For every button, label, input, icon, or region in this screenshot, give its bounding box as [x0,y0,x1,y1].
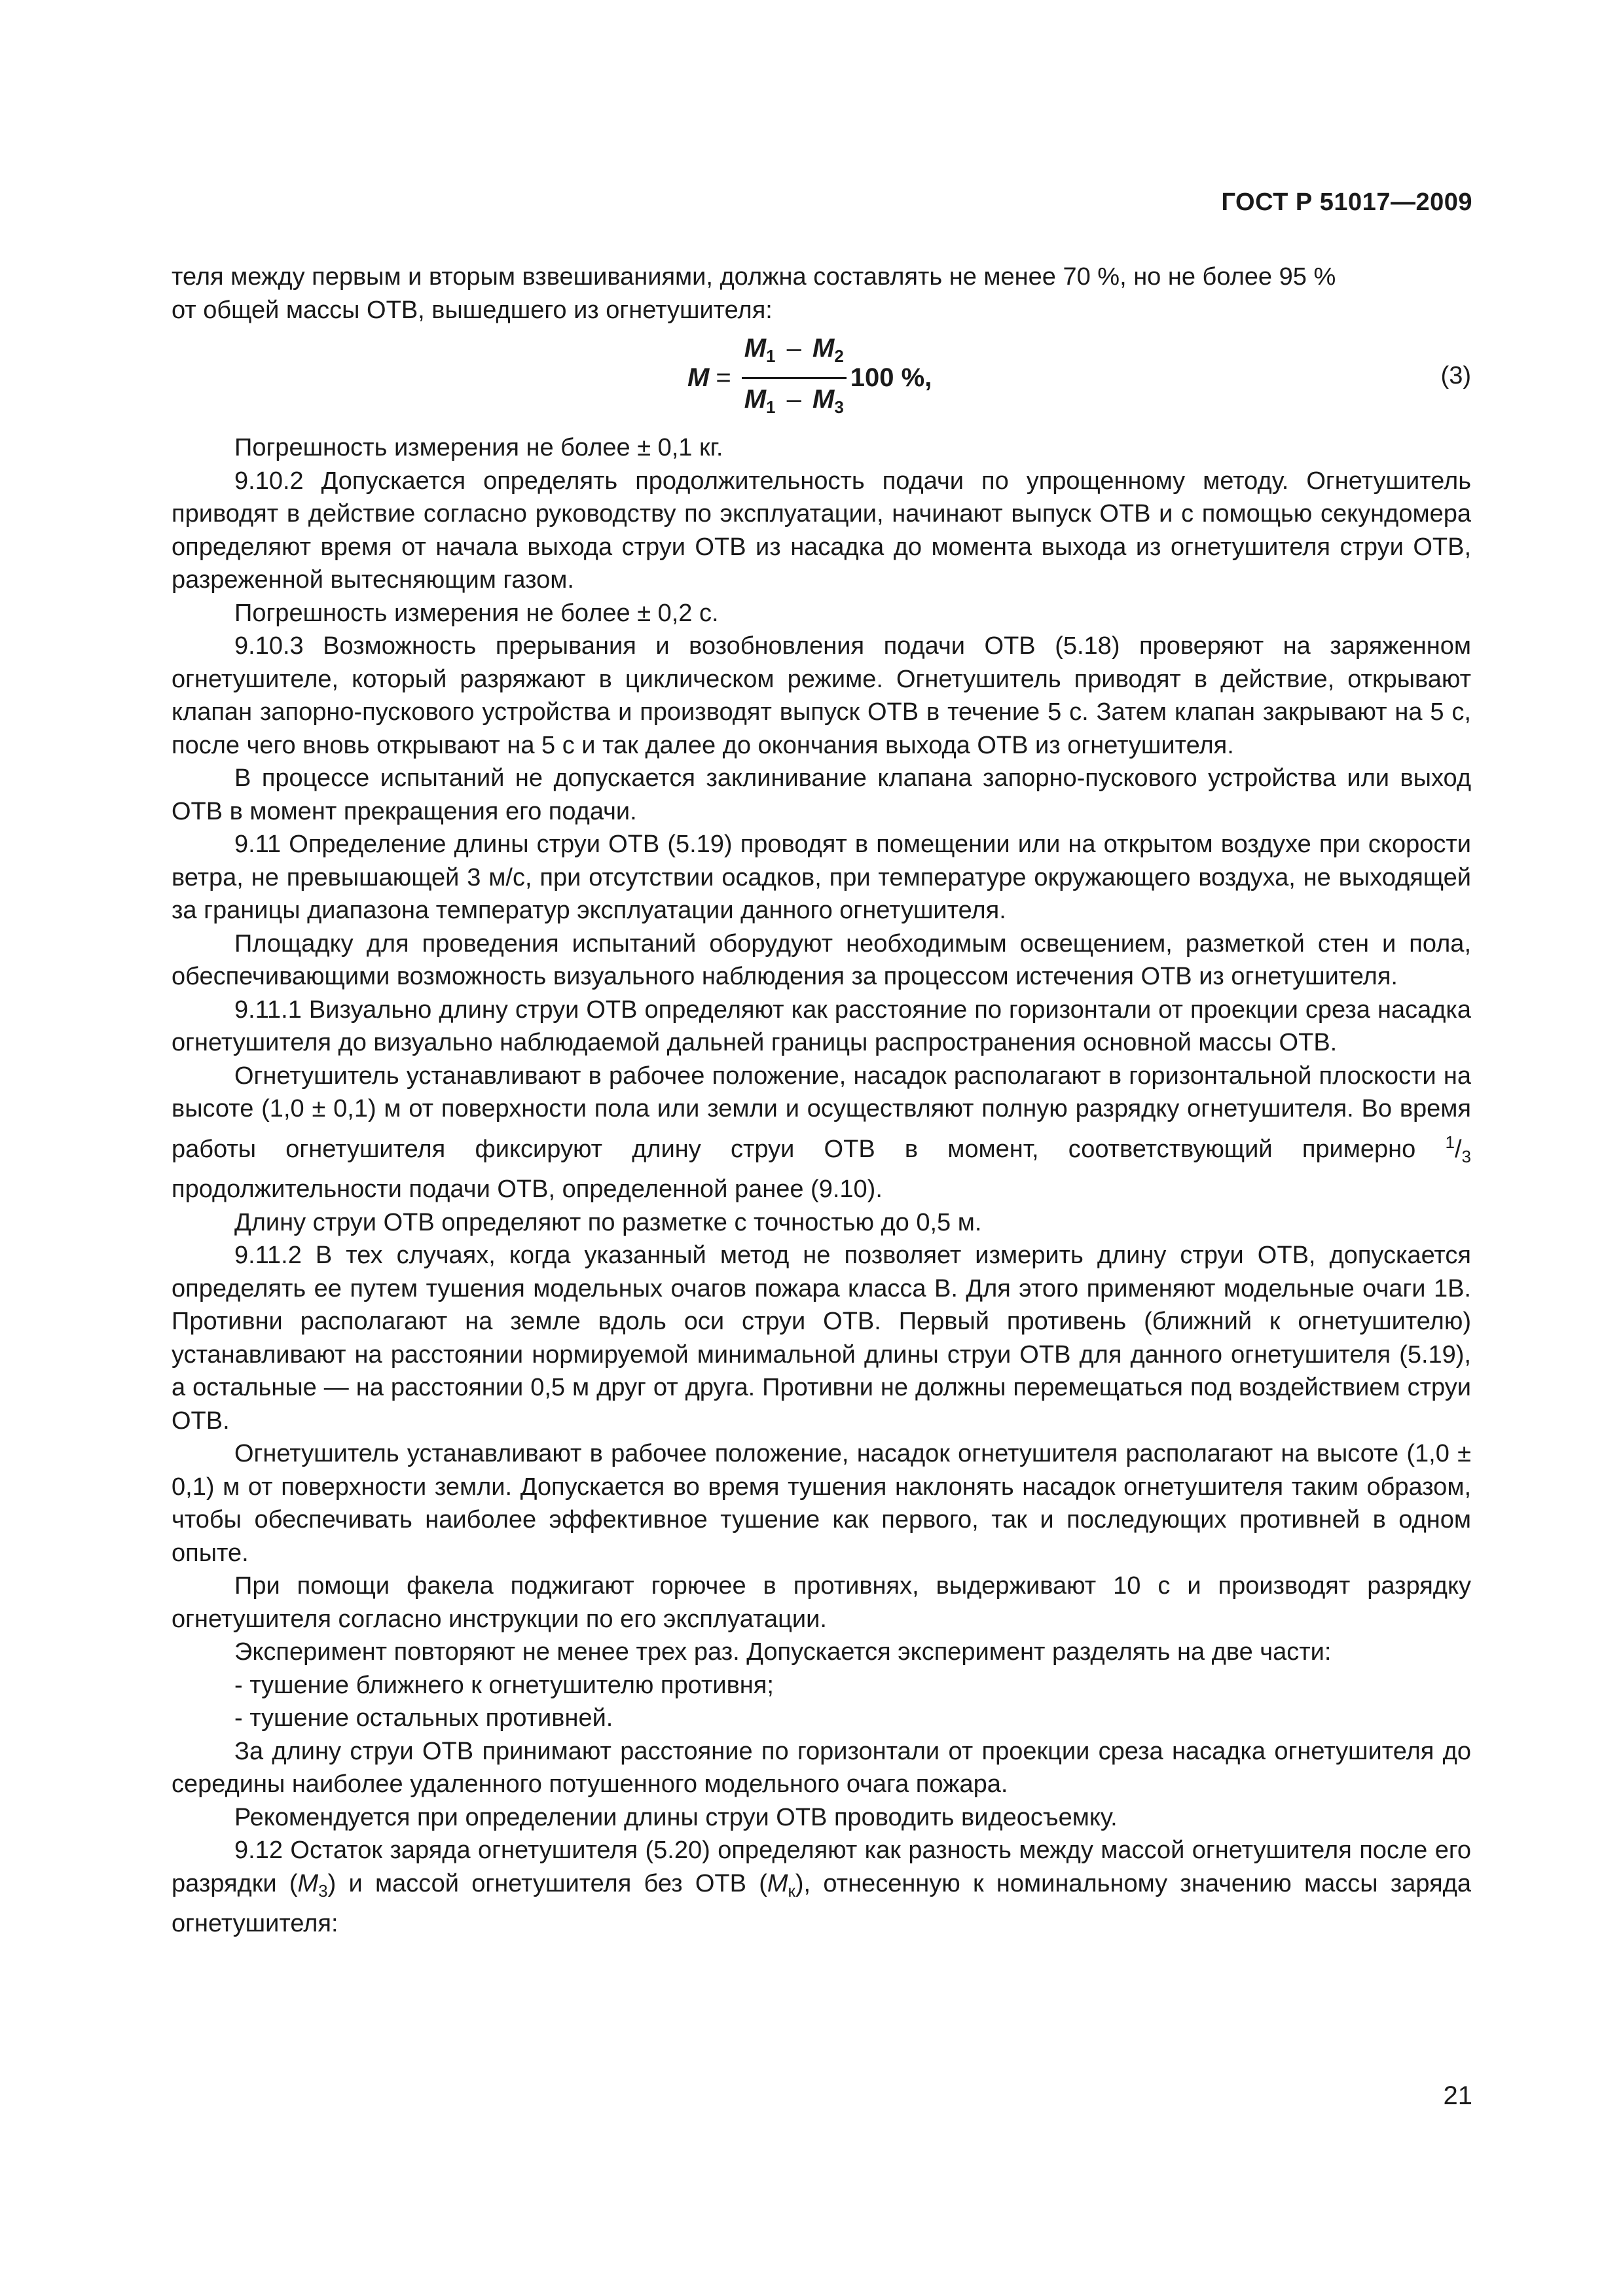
formula-equals: = [716,363,731,392]
page-number: 21 [1443,2081,1472,2110]
document-body [172,260,1471,1941]
denominator-minus: – [786,384,801,414]
formula-block [172,327,1471,431]
denominator-var-a: M [744,384,767,414]
paragraph: Рекомендуется при определении длины струи ОТВ проводить видеосъемку. [234,1803,1118,1831]
paragraph: Площадку для проведения испытаний оборудуют необходимым освещением, разметкой стен и пола, обеспечивающими возможность визуального наблюдения за процессом истечения ОТВ из огнетушителя. [172,929,1471,990]
para-9-12-part-3: ), отнесенную к номинальному значению массы заряда огнетушителя: [172,1869,1471,1937]
paragraph: За длину струи ОТВ принимают расстояние по горизонтали от проекции среза насадка огнетушителя до середины наиболее удаленного потушенного модельного очага пожара. [172,1737,1471,1798]
numerator-sub-a: 1 [766,346,776,366]
intro-line-1: теля между первым и вторым взвешиваниями, должна составлять не менее 70 %, но не более 95 % [172,263,1336,291]
paragraph: При помощи факела поджигают горючее в противнях, выдерживают 10 с и производят разрядку огнетушителя согласно инструкции по его эксплуатации. [172,1572,1471,1633]
paragraph: 9.11 Определение длины струи ОТВ (5.19) проводят в помещении или на открытом воздухе при скорости ветра, не превышающей 3 м/с, при отсутствии осадков, при температуре окружающего воздуха, не выходящей за границы диапазона температур эксплуатации данного огнетушителя. [172,831,1471,924]
paragraph: 9.10.2 Допускается определять продолжительность подачи по упрощенному методу. Огнетушитель приводят в действие согласно руководству по эксплуатации, начинают выпуск ОТВ и с помощью секундомера определяют время от начала выхода струи ОТВ из насадка до момента выхода из огнетушителя струи ОТВ, разреженной вытесняющим газом. [172,467,1471,594]
formula-factor: 100 %, [850,363,932,392]
symbol-mk-sub: к [788,1880,795,1901]
denominator-var-b: M [812,384,835,414]
symbol-m3: M [297,1869,319,1897]
paragraph: 9.11.1 Визуально длину струи ОТВ определяют как расстояние по горизонтали от проекции среза насадка огнетушителя до визуально наблюдаемой дальней границы распространения основной массы ОТВ. [172,996,1471,1056]
document-code: ГОСТ Р 51017—2009 [1221,188,1472,216]
formula-denominator [742,379,847,424]
numerator-var-b: M [812,334,835,363]
paragraph: 9.11.2 В тех случаях, когда указанный метод не позволяет измерить длину струи ОТВ, допускается определять ее путем тушения модельных очагов пожара класса В. Для этого применяют модельные очаги 1В. Противни располагают на земле вдоль оси струи ОТВ. Первый противень (ближний к огнетушителю) устанавливают на расстоянии нормируемой минимальной длины струи ОТВ для данного огнетушителя (5.19), а остальные — на расстоянии 0,5 м друг от друга. Противни не должны перемещаться под воздействием струи ОТВ. [172,1242,1471,1435]
paragraph-9-12 [172,1834,1471,1941]
symbol-mk: M [767,1869,788,1897]
formula-fraction [742,332,847,423]
intro-line-2: от общей массы ОТВ, вышедшего из огнетушителя: [172,296,773,324]
equation-number: (3) [1440,362,1471,389]
numerator-sub-b: 2 [834,346,844,366]
para-9-12-part-2: ) и массой огнетушителя без ОТВ ( [327,1869,767,1897]
paragraph: Эксперимент повторяют не менее трех раз. Допускается эксперимент разделять на две части: [234,1638,1332,1666]
fraction-numerator: 1 [1445,1132,1455,1152]
fraction-paragraph-text-before: Огнетушитель устанавливают в рабочее положение, насадок располагают в горизонтальной плоскости на высоте (1,0 ± 0,1) м от поверхности пола или земли и осуществляют полную разрядку огнетушителя. Во время работы огнетушителя фиксируют длину струи ОТВ в момент, соответствующий примерно [172,1062,1471,1163]
denominator-sub-b: 3 [834,397,844,417]
list-item: - тушение ближнего к огнетушителю противня; [234,1671,774,1699]
fraction-slash: / [1454,1135,1462,1163]
paragraph: Погрешность измерения не более ± 0,2 с. [234,599,719,627]
denominator-sub-a: 1 [766,397,776,417]
formula-3 [687,332,932,423]
list-item: - тушение остальных противней. [234,1704,613,1732]
numerator-var-a: M [744,334,767,363]
fraction-paragraph-text-after: продолжительности подачи ОТВ, определенной ранее (9.10). [172,1175,883,1203]
fraction-denominator: 3 [1461,1146,1471,1166]
paragraph: Погрешность измерения не более ± 0,1 кг. [234,434,723,461]
paragraph-with-fraction [172,1060,1471,1206]
formula-numerator [742,332,847,379]
symbol-m3-sub: 3 [318,1880,328,1901]
formula-lhs: M [687,363,710,392]
para-9-12-part-1: 9.12 Остаток заряда огнетушителя (5.20) определяют как разность между массой огнетушителя после его разрядки ( [172,1837,1471,1897]
paragraph: Огнетушитель устанавливают в рабочее положение, насадок огнетушителя располагают на высоте (1,0 ± 0,1) м от поверхности земли. Допускается во время тушения наклонять насадок огнетушителя таким образом, чтобы обеспечивать наиболее эффективное тушение как первого, так и последующих противней в одном опыте. [172,1440,1471,1567]
paragraph: Длину струи ОТВ определяют по разметке с точностью до 0,5 м. [234,1208,982,1236]
paragraph: 9.10.3 Возможность прерывания и возобновления подачи ОТВ (5.18) проверяют на заряженном огнетушителе, который разряжают в циклическом режиме. Огнетушитель приводят в действие, открывают клапан запорно-пускового устройства и производят выпуск ОТВ в течение 5 с. Затем клапан закрывают на 5 с, после чего вновь открывают на 5 с и так далее до окончания выхода ОТВ из огнетушителя. [172,632,1471,759]
paragraph: В процессе испытаний не допускается заклинивание клапана запорно-пускового устройства или выход ОТВ в момент прекращения его подачи. [172,764,1471,825]
numerator-minus: – [786,334,801,363]
